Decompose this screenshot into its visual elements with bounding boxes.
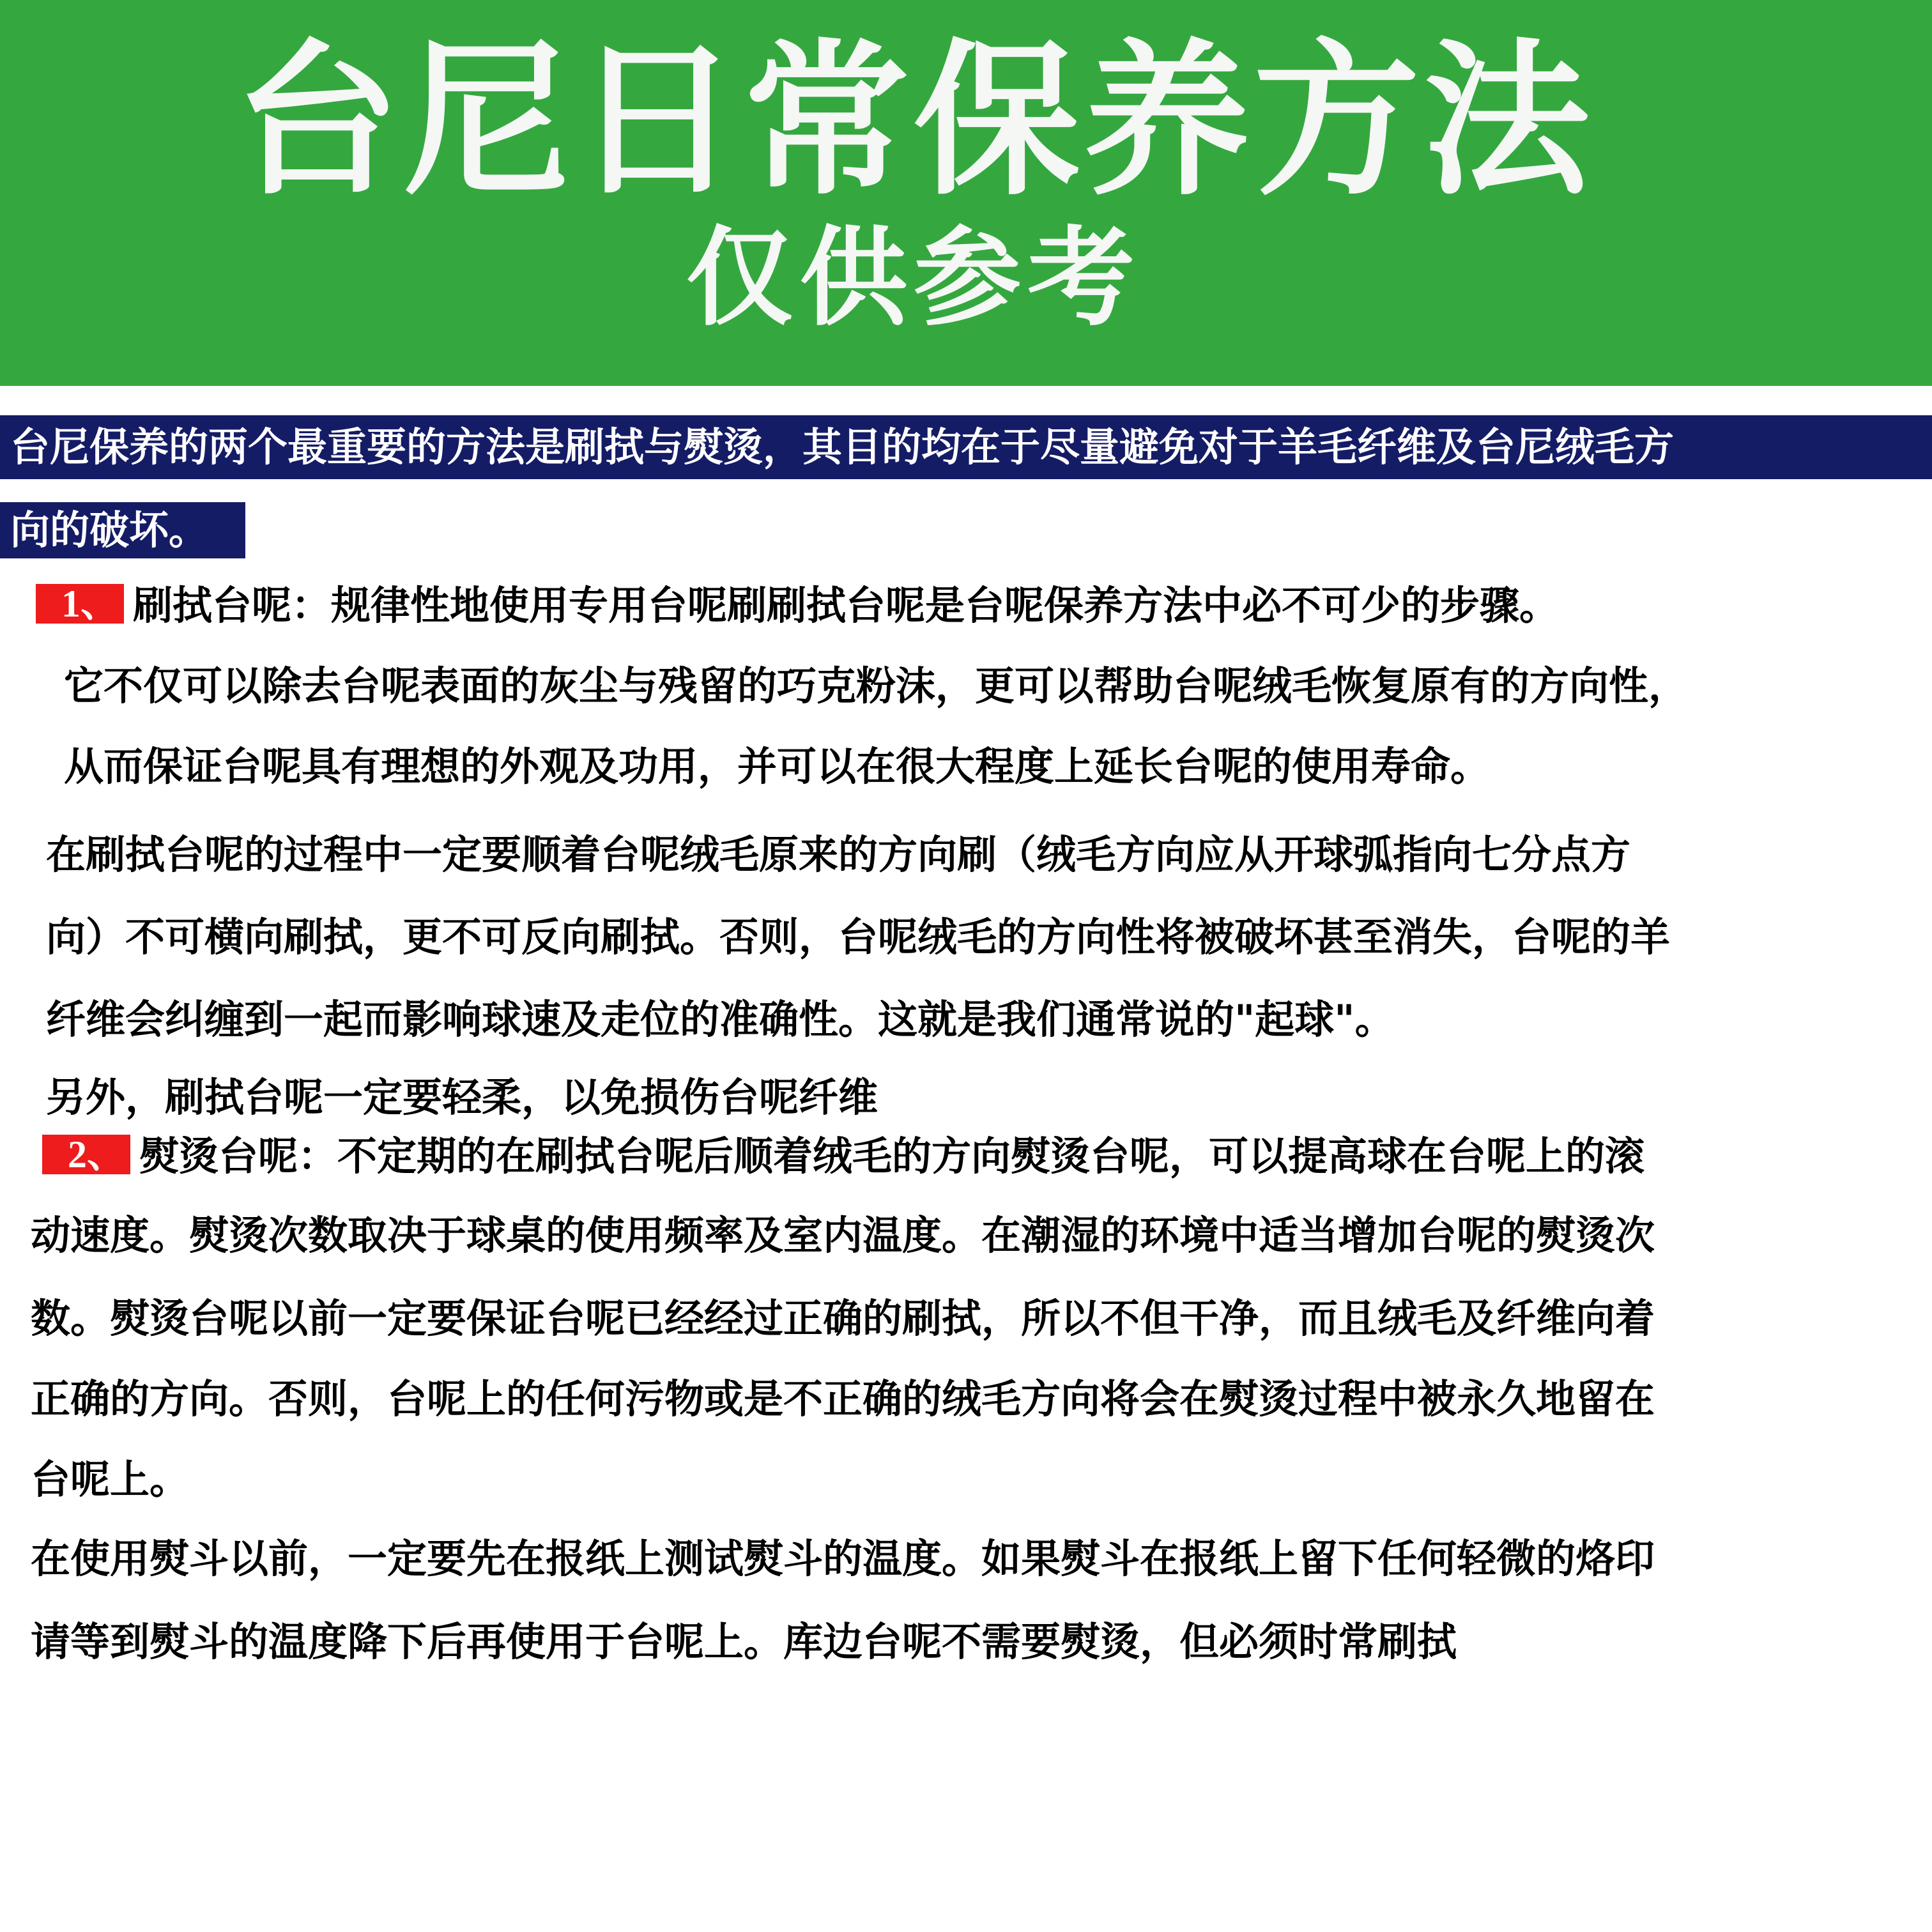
page-subtitle: 仅供参考	[686, 215, 1141, 341]
intro-line-2: 向的破坏。	[0, 502, 245, 558]
section1-line-1: 刷拭台呢：规律性地使用专用台呢刷刷拭台呢是台呢保养方法中必不可少的步骤。	[133, 582, 1560, 629]
section1-line-5: 向）不可横向刷拭，更不可反向刷拭。否则，台呢绒毛的方向性将被破坏甚至消失，台呢的羊	[46, 914, 1671, 960]
section2-line-4: 正确的方向。否则，台呢上的任何污物或是不正确的绒毛方向将会在熨烫过程中被永久地留在	[31, 1376, 1655, 1422]
section1-line-7: 另外，刷拭台呢一定要轻柔，以免损伤台呢纤维	[46, 1074, 878, 1121]
section2-line-5: 台呢上。	[31, 1456, 190, 1503]
section1-line-3: 从而保证台呢具有理想的外观及功用，并可以在很大程度上延长台呢的使用寿命。	[64, 743, 1491, 790]
section2-line-3: 数。熨烫台呢以前一定要保证台呢已经经过正确的刷拭，所以不但干净，而且绒毛及纤维向着	[31, 1295, 1655, 1342]
section1-line-2: 它不仅可以除去台呢表面的灰尘与残留的巧克粉沫，更可以帮助台呢绒毛恢复原有的方向性，	[64, 663, 1689, 709]
page-title: 台尼日常保养方法	[234, 25, 1593, 218]
section1-number-badge: 1、	[36, 584, 124, 624]
section1-line-6: 纤维会纠缠到一起而影响球速及走位的准确性。这就是我们通常说的"起球"。	[46, 996, 1395, 1043]
section2-line-2: 动速度。熨烫次数取决于球桌的使用频率及室内温度。在潮湿的环境中适当增加台呢的熨烫次	[31, 1212, 1655, 1259]
section1-heading	[36, 580, 1559, 631]
header-banner	[0, 0, 1932, 386]
section1-line-4: 在刷拭台呢的过程中一定要顺着台呢绒毛原来的方向刷（绒毛方向应从开球弧指向七分点方	[46, 831, 1631, 878]
section2-number-badge: 2、	[42, 1135, 130, 1174]
section2-line-7: 请等到熨斗的温度降下后再使用于台呢上。库边台呢不需要熨烫，但必须时常刷拭	[31, 1618, 1457, 1665]
intro-line-1: 台尼保养的两个最重要的方法是刷拭与熨烫，其目的均在于尽量避免对于羊毛纤维及台尼绒毛方	[0, 415, 1932, 479]
section2-line-1: 熨烫台呢：不定期的在刷拭台呢后顺着绒毛的方向熨烫台呢，可以提高球在台呢上的滚	[139, 1133, 1645, 1179]
section2-line-6: 在使用熨斗以前，一定要先在报纸上测试熨斗的温度。如果熨斗在报纸上留下任何轻微的烙印	[31, 1535, 1655, 1582]
section2-heading	[42, 1131, 1644, 1182]
